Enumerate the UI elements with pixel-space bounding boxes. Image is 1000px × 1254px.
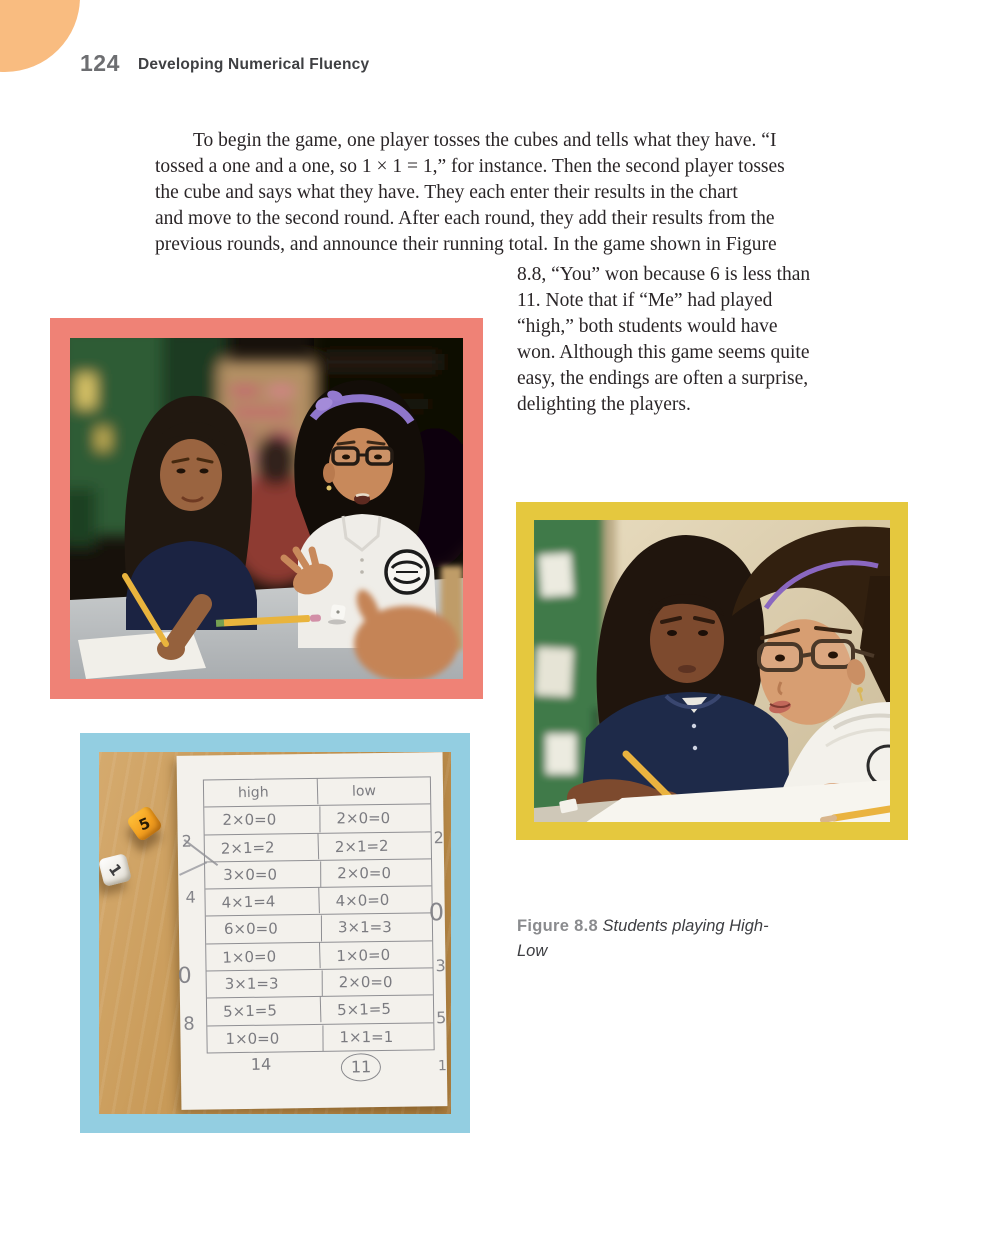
- worksheet-row: [207, 967, 433, 997]
- worksheet-header-high: high: [204, 778, 318, 807]
- corner-accent-circle: [0, 0, 80, 72]
- worksheet-cell: 6×0=0: [208, 916, 322, 943]
- margin-number: 0: [177, 963, 192, 989]
- margin-number: 0: [428, 898, 445, 927]
- closeup-photo-image: [534, 520, 890, 822]
- figure-caption-text: Students playing High-Low: [517, 917, 769, 960]
- body-text-line: previous rounds, and announce their running total. In the game shown in Figure: [155, 234, 777, 255]
- worksheet-cell: 1×0=0: [206, 942, 320, 971]
- worksheet-table: [203, 776, 435, 1053]
- photo-classroom-pink-frame: [50, 318, 483, 699]
- worksheet-cell: 4×0=0: [334, 891, 390, 911]
- body-text-line: easy, the endings are often a surprise,: [517, 368, 809, 389]
- margin-number: 1: [437, 1058, 447, 1075]
- worksheet-cell: 2×0=0: [335, 809, 390, 828]
- body-text-line: “high,” both students would have: [517, 316, 778, 337]
- running-head: Developing Numerical Fluency: [138, 56, 370, 73]
- worksheet-cell: 3×0=0: [207, 861, 321, 888]
- body-text-line: 11. Note that if “Me” had played: [517, 290, 773, 311]
- figure-caption-label: Figure 8.8: [517, 917, 598, 935]
- worksheet-cell: 1×0=0: [335, 945, 390, 966]
- body-text-line: the cube and says what they have. They each enter their results in the chart: [155, 182, 738, 203]
- worksheet-cell: 2×0=0: [336, 864, 391, 883]
- worksheet-row: [205, 886, 431, 916]
- worksheet-cell: 2×0=0: [338, 973, 393, 992]
- die-value: 1: [104, 860, 126, 880]
- worksheet-total-high: 14: [250, 1054, 272, 1074]
- margin-number: 4: [185, 887, 196, 907]
- body-text-line: tossed a one and a one, so 1 × 1 = 1,” for instance. Then the second player tosses: [155, 156, 785, 177]
- worksheet-cell: 5×1=5: [336, 1000, 391, 1020]
- worksheet-cell: 5×1=5: [207, 997, 321, 1026]
- worksheet-row: [205, 858, 431, 888]
- body-text-line: won. Although this game seems quite: [517, 342, 810, 363]
- worksheet-cell: 4×1=4: [205, 887, 319, 916]
- worksheet-cell: 3×1=3: [209, 970, 323, 997]
- pencil-scribble: [179, 861, 207, 875]
- die-icon: [330, 604, 346, 620]
- body-paragraph-beside-photo: [517, 262, 829, 418]
- figure-caption: [517, 914, 779, 964]
- worksheet-row: [207, 995, 433, 1025]
- body-text-line: and move to the second round. After each round, they add their results from the: [155, 208, 775, 229]
- photo-closeup-yellow-frame: [516, 502, 908, 840]
- die-value: 5: [136, 813, 153, 834]
- worksheet-cell: 1×1=1: [338, 1027, 393, 1047]
- worksheet-row: [206, 940, 432, 970]
- worksheet-row: [207, 1022, 433, 1052]
- photo-worksheet-blue-frame: [80, 733, 470, 1133]
- margin-number: 5: [436, 1008, 447, 1028]
- margin-number: 8: [183, 1013, 195, 1035]
- die-icon: [99, 853, 132, 887]
- worksheet-header-row: [204, 777, 430, 806]
- body-text-line: 8.8, “You” won because 6 is less than: [517, 264, 811, 285]
- body-paragraph-top: [155, 128, 825, 258]
- worksheet-cell: 2×0=0: [206, 807, 320, 834]
- body-text-line: To begin the game, one player tosses the cubes and tells what they have. “I: [193, 130, 777, 151]
- margin-number: 2: [433, 828, 445, 848]
- score-sheet-paper: [177, 752, 448, 1110]
- margin-number: 3: [435, 956, 446, 976]
- die-icon: [126, 805, 164, 843]
- worksheet-cell: 2×1=2: [334, 836, 389, 856]
- worksheet-row: [205, 831, 431, 861]
- worksheet-cell: 3×1=3: [337, 918, 392, 937]
- worksheet-total-low-circled: 11: [341, 1053, 382, 1082]
- body-text-line: delighting the players.: [517, 394, 691, 415]
- worksheet-header-low: low: [351, 783, 376, 800]
- worksheet-row: [204, 804, 430, 834]
- classroom-photo-image: [70, 338, 463, 679]
- worksheet-row: [206, 913, 432, 943]
- worksheet-cell: 2×1=2: [205, 833, 319, 862]
- page-number: 124: [80, 50, 120, 76]
- worksheet-photo-image: [99, 752, 451, 1114]
- margin-number: 2: [181, 831, 193, 851]
- worksheet-cell: 1×0=0: [209, 1025, 323, 1052]
